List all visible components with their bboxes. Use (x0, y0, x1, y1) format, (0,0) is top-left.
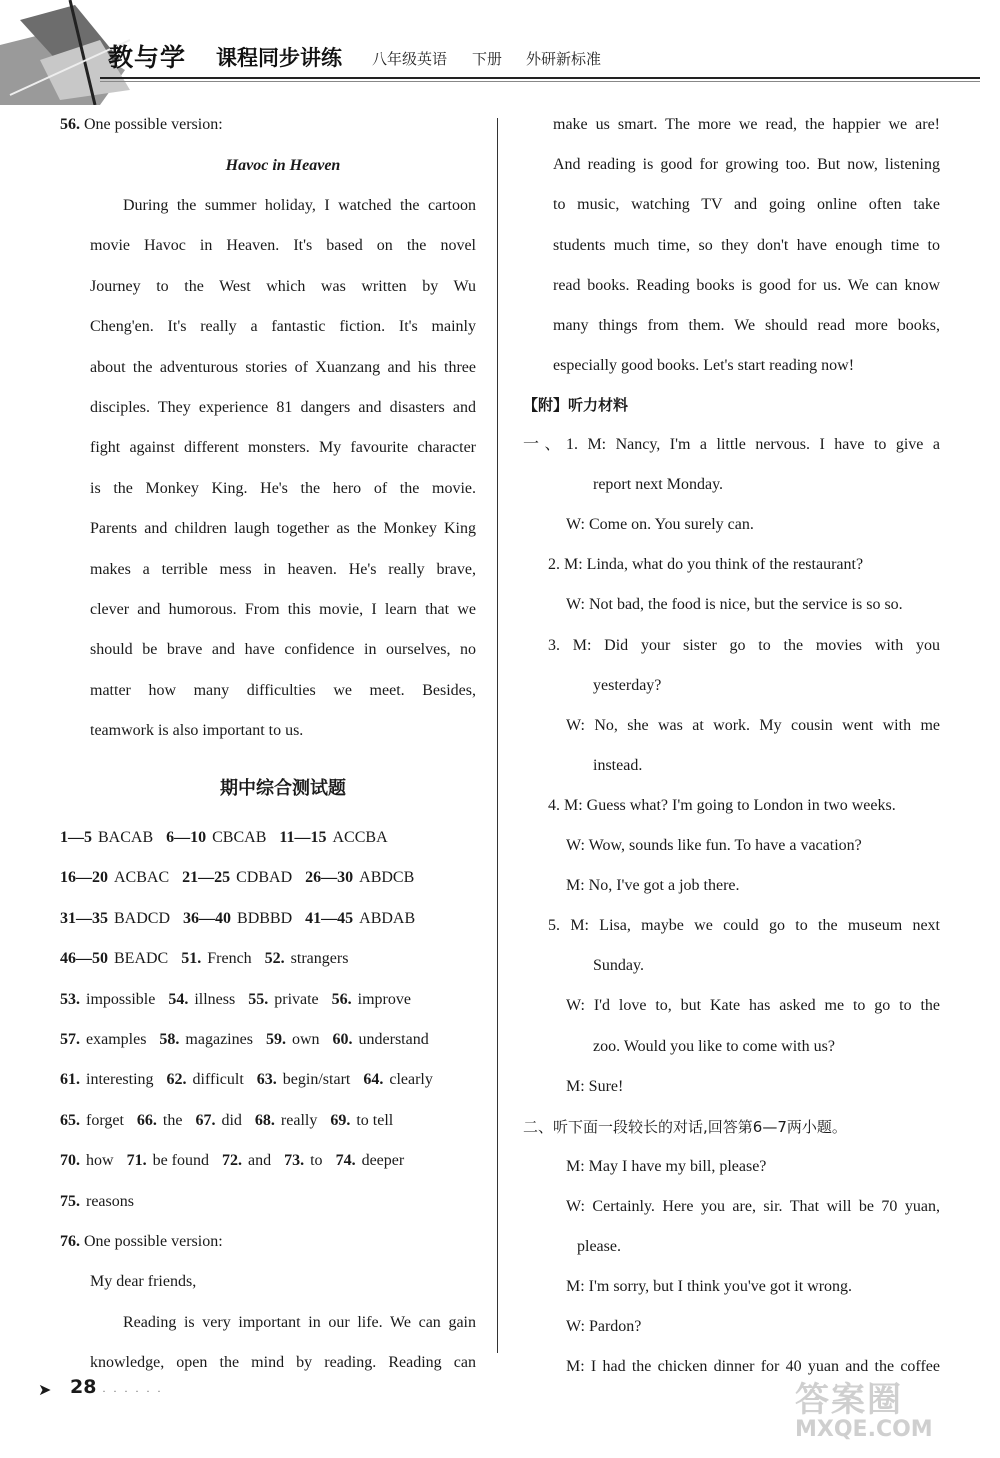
question-56 (60, 114, 223, 136)
answer-value: ABDAB (359, 909, 416, 927)
answer-value: begin/start (282, 1071, 351, 1089)
answer-item (336, 1150, 405, 1172)
dialog-line: W: I'd love to, but Kate has asked me to go to the (566, 997, 940, 1015)
answer-number: 54. (168, 990, 189, 1008)
answer-value: clearly (389, 1071, 433, 1089)
letter-line: And reading is good for growing too. But now, listening (553, 156, 940, 174)
header-rule-thin (100, 81, 980, 82)
dialog-line: W: No, she was at work. My cousin went with me (566, 716, 940, 734)
answer-number: 55. (248, 990, 269, 1008)
answer-number: 53. (60, 990, 80, 1008)
answer-number: 70. (60, 1152, 80, 1170)
answer-item (265, 948, 349, 970)
question-intro: One possible version: (84, 116, 223, 133)
answer-value: how (86, 1152, 114, 1170)
dialog-line: please. (577, 1238, 621, 1255)
answer-item (248, 989, 318, 1011)
answer-number: 51. (181, 950, 202, 968)
page-header (0, 0, 1000, 105)
answer-item (305, 908, 415, 930)
essay-line: disciples. They experience 81 dangers and disasters and (90, 399, 476, 416)
answer-item (332, 989, 411, 1011)
answer-value: own (291, 1031, 320, 1048)
answer-number: 26—30 (305, 869, 354, 887)
letter-line: make us smart. The more we read, the happier we are! (553, 116, 940, 133)
answer-value: French (207, 950, 252, 968)
answer-item (181, 948, 251, 970)
dialog-line: M: No, I've got a job there. (566, 877, 740, 895)
answer-item (60, 1110, 124, 1132)
dialog-line: W: Pardon? (566, 1318, 642, 1336)
answer-value: BDBBD (237, 909, 293, 927)
answer-item (266, 1029, 320, 1051)
essay-line: teamwork is also important to us. (90, 722, 304, 740)
answer-value: to (310, 1152, 323, 1170)
answer-value: be found (152, 1152, 209, 1170)
brand-logo: 教与学 (108, 43, 187, 72)
dialog-line: 2. M: Linda, what do you think of the restaurant? (548, 556, 864, 574)
dialog-line: 一、1. M: Nancy, I'm a little nervous. I have to give a (523, 436, 940, 453)
answer-number: 63. (256, 1071, 277, 1089)
essay-line: Journey to the West which was written by Wu (90, 277, 476, 295)
answer-number: 21—25 (182, 869, 231, 887)
answer-item (333, 1029, 429, 1051)
question-number: 76. (60, 1233, 80, 1250)
dialog-line: W: Certainly. Here you are, sir. That will be 70 yuan, (566, 1197, 940, 1215)
answer-item (363, 1069, 433, 1091)
dialog-line: W: Not bad, the food is nice, but the service is so so. (566, 596, 903, 614)
answer-value: difficult (192, 1071, 244, 1089)
answer-value: the (162, 1111, 183, 1129)
answer-number: 73. (284, 1152, 305, 1170)
answer-value: BACAB (98, 829, 154, 846)
answer-number: 58. (159, 1031, 180, 1048)
dialog-line: M: Sure! (566, 1077, 624, 1095)
dialog-line: 5. M: Lisa, maybe we could go to the museum next (548, 917, 940, 935)
answer-item (255, 1110, 317, 1132)
dialog-line: 3. M: Did your sister go to the movies with you (548, 636, 940, 654)
answer-row (60, 1110, 480, 1132)
letter-line: especially good books. Let's start reading now! (553, 357, 855, 375)
answer-row (60, 1029, 480, 1051)
essay-line: should be brave and have confidence in ourselves, no (90, 641, 476, 659)
essay-line: about the adventurous stories of Xuanzang and his three (90, 358, 476, 376)
answer-number: 65. (60, 1111, 80, 1129)
answer-number: 6—10 (166, 829, 207, 846)
answer-item (60, 908, 170, 930)
answer-item (60, 1029, 146, 1051)
answer-value: did (221, 1111, 242, 1129)
essay-line: makes a terrible mess in heaven. He's really brave, (90, 560, 476, 578)
answer-row (60, 867, 480, 889)
essay-line: fight against different monsters. My favourite character (90, 439, 476, 457)
dialog-line: Sunday. (593, 957, 644, 975)
answer-number: 66. (136, 1111, 157, 1129)
question-76 (60, 1231, 223, 1253)
answer-number: 69. (330, 1111, 351, 1129)
answer-value: ACBAC (114, 869, 170, 887)
appendix-label: 【附】听力材料 (523, 396, 629, 414)
arrow-icon: ➤ (38, 1382, 52, 1399)
answer-number: 74. (335, 1152, 356, 1170)
letter-line: students much time, so they don't have enough time to (553, 236, 940, 254)
answer-number: 75. (60, 1192, 80, 1210)
answer-number: 1—5 (60, 829, 92, 846)
essay-line: is the Monkey King. He's the hero of the movie. (90, 479, 476, 497)
answer-number: 11—15 (279, 829, 327, 846)
dialog-line: W: Wow, sounds like fun. To have a vacation? (566, 837, 862, 854)
answer-value: really (280, 1111, 318, 1129)
watermark-logo: 答案圈 (795, 1380, 903, 1420)
edition-label: 外研新标准 (526, 50, 602, 68)
essay-line: Parents and children laugh together as the Monkey King (90, 520, 476, 538)
answer-value: ACCBA (332, 829, 388, 846)
answer-number: 57. (60, 1031, 80, 1048)
dialog-line: zoo. Would you like to come with us? (593, 1037, 835, 1055)
dialog-line: 二、听下面一段较长的对话,回答第6—7两小题。 (523, 1117, 847, 1136)
grade-label: 八年级英语 (372, 50, 448, 68)
answer-value: to tell (356, 1111, 394, 1129)
dialog-line: M: I'm sorry, but I think you've got it wrong. (566, 1278, 853, 1296)
answer-number: 36—40 (183, 909, 232, 927)
answer-item (60, 1191, 134, 1213)
answer-row (60, 948, 480, 970)
answer-number: 62. (166, 1071, 187, 1089)
question-number: 56. (60, 116, 80, 133)
answer-value: strangers (290, 950, 349, 968)
answer-value: CDBAD (236, 869, 293, 887)
answer-value: illness (194, 990, 236, 1008)
answer-item (279, 827, 387, 849)
answer-value: reasons (86, 1192, 134, 1210)
answer-value: and (248, 1152, 272, 1170)
answer-item (257, 1069, 351, 1091)
answer-item (330, 1110, 393, 1132)
letter-line: to music, watching TV and going online often take (553, 196, 940, 214)
answer-item (182, 867, 292, 889)
answer-item (60, 827, 153, 849)
answer-value: magazines (185, 1031, 253, 1048)
answer-number: 16—20 (60, 869, 108, 887)
essay-line: movie Havoc in Heaven. It's based on the novel (90, 237, 476, 255)
answer-item (60, 1069, 154, 1091)
answer-item (284, 1150, 322, 1172)
column-divider (497, 118, 498, 1353)
answer-item (183, 908, 292, 930)
answer-row (60, 827, 480, 849)
answer-value: examples (86, 1031, 147, 1048)
letter-line: read books. Reading books is good for us. We can know (553, 276, 940, 294)
answer-number: 67. (195, 1111, 216, 1129)
answer-item (60, 1150, 114, 1172)
footer-dots: · · · · · · (102, 1384, 163, 1398)
answer-number: 56. (331, 990, 352, 1008)
dialog-line: M: I had the chicken dinner for 40 yuan and the coffee (566, 1358, 940, 1376)
question-intro: One possible version: (84, 1233, 223, 1250)
answer-number: 31—35 (60, 909, 108, 927)
answer-item (60, 948, 168, 970)
answer-number: 46—50 (60, 950, 108, 968)
answer-number: 71. (126, 1152, 147, 1170)
letter-greeting: My dear friends, (90, 1273, 197, 1290)
answer-number: 59. (265, 1031, 286, 1048)
watermark-url: MXQE.COM (795, 1417, 933, 1442)
answer-item (60, 867, 169, 889)
section-title: 期中综合测试题 (220, 778, 346, 799)
answer-number: 60. (332, 1031, 353, 1048)
answer-number: 72. (222, 1152, 242, 1170)
answer-value: deeper (361, 1152, 405, 1170)
answer-item (166, 827, 266, 849)
letter-line: Reading is very important in our life. We can gain (123, 1314, 476, 1331)
answer-number: 64. (363, 1071, 384, 1089)
answer-number: 41—45 (305, 909, 354, 927)
essay-line: Cheng'en. It's really a fantastic fiction. It's mainly (90, 318, 476, 336)
answer-number: 52. (264, 950, 285, 968)
dialog-line: 4. M: Guess what? I'm going to London in two weeks. (548, 796, 896, 814)
answer-item (305, 867, 414, 889)
answer-row (60, 1069, 480, 1091)
answer-value: ABDCB (359, 869, 415, 887)
answer-row (60, 908, 480, 930)
answer-value: interesting (86, 1071, 154, 1089)
answer-row (60, 1191, 480, 1213)
dialog-line: M: May I have my bill, please? (566, 1157, 767, 1175)
answer-item (127, 1150, 209, 1172)
dialog-line: yesterday? (593, 676, 662, 694)
essay-line: matter how many difficulties we meet. Besides, (90, 681, 476, 699)
answer-value: BADCD (114, 909, 171, 927)
answer-value: private (274, 990, 319, 1008)
answer-item (195, 1110, 241, 1132)
dialog-line: W: Come on. You surely can. (566, 516, 754, 534)
answer-value: CBCAB (212, 829, 267, 846)
dialog-line: instead. (593, 756, 643, 774)
answer-value: understand (358, 1031, 429, 1048)
answer-item (60, 989, 155, 1011)
answer-value: impossible (86, 990, 156, 1008)
watermark (795, 1372, 933, 1442)
volume-label: 下册 (472, 50, 503, 68)
answer-row (60, 1150, 480, 1172)
answer-item (167, 1069, 244, 1091)
answer-item (159, 1029, 253, 1051)
essay-line: During the summer holiday, I watched the cartoon (123, 197, 476, 214)
letter-line: knowledge, open the mind by reading. Reading can (90, 1354, 476, 1372)
header-rule (100, 77, 980, 79)
essay-title: Havoc in Heaven (225, 157, 341, 174)
dialog-line: report next Monday. (593, 476, 724, 494)
answer-value: improve (357, 990, 411, 1008)
series-title: 课程同步讲练 (216, 46, 342, 70)
answer-value: BEADC (114, 950, 169, 968)
letter-line: many things from them. We should read more books, (553, 317, 940, 334)
answer-value: forget (86, 1111, 124, 1129)
answer-number: 68. (254, 1111, 275, 1129)
answer-item (222, 1150, 271, 1172)
answer-item (137, 1110, 183, 1132)
page-footer (30, 1374, 330, 1414)
page-number: 28 (70, 1376, 97, 1398)
essay-line: clever and humorous. From this movie, I learn that we (90, 601, 476, 618)
answer-item (168, 989, 235, 1011)
answer-number: 61. (60, 1071, 80, 1089)
answer-row (60, 989, 480, 1011)
